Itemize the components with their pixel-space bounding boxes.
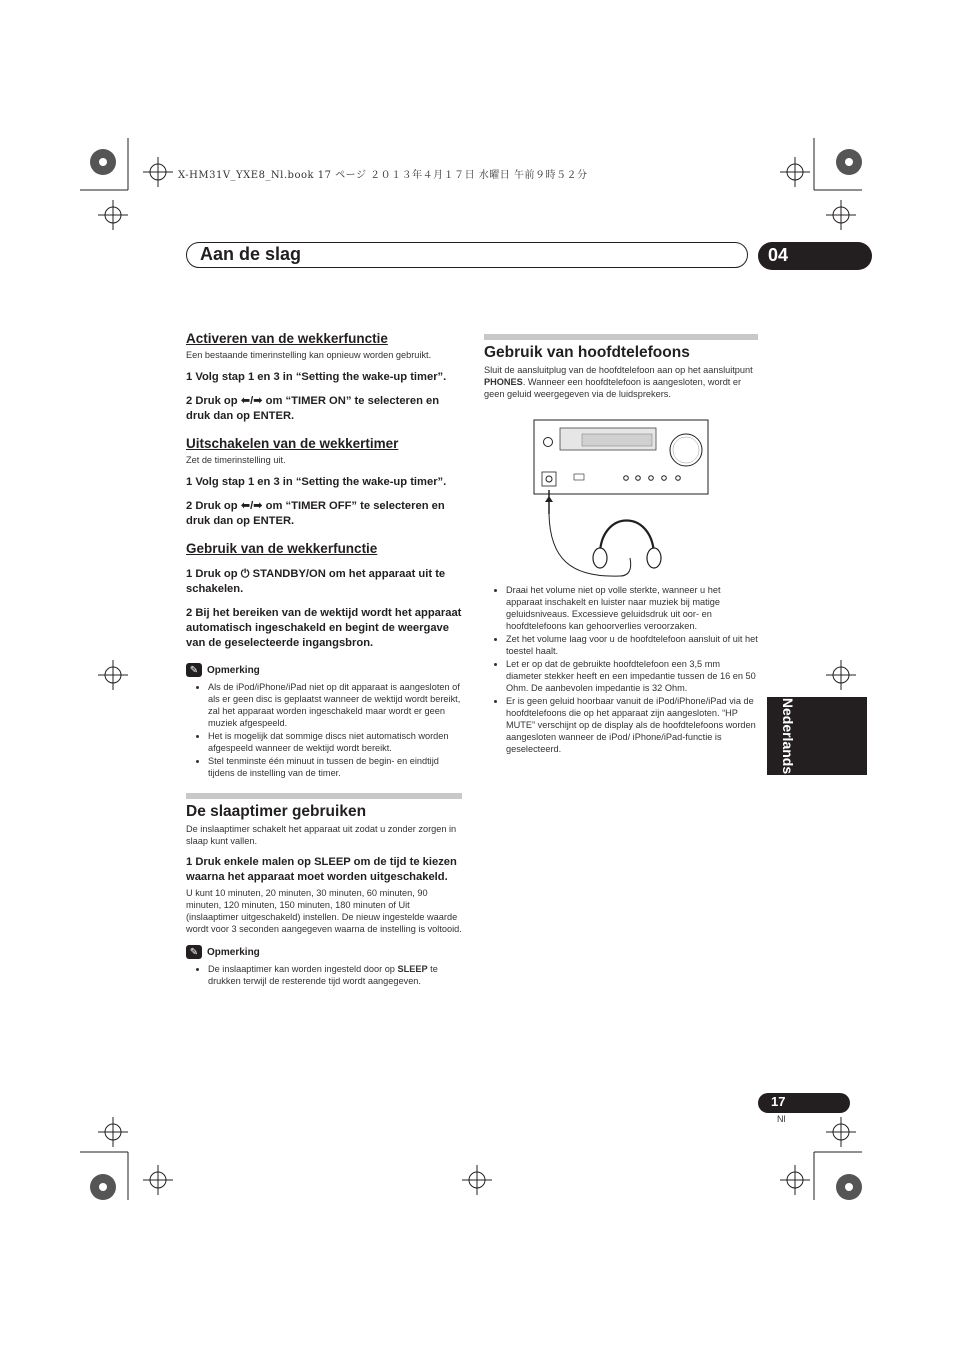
body-text: U kunt 10 minuten, 20 minuten, 30 minuten, 60 minuten, 90 minuten, 120 minuten, 150 minuten, 180 minuten of Uit (inslaaptimer uitgeschakeld) instellen. De nieuw ingestelde waarde wordt voor 3 seconden aangegeven waarna de instelling is voltooid. (186, 888, 462, 934)
chapter-number: 04 (768, 245, 789, 265)
note-header (186, 663, 462, 677)
page-number: 17 (771, 1094, 786, 1109)
step: 1 Volg stap 1 en 3 in “Setting the wake-up timer”. (186, 476, 447, 488)
note-list (186, 681, 462, 779)
bullet-list (484, 584, 758, 755)
note-item: • Als de iPod/iPhone/iPad niet op dit apparaat is aangesloten of als er geen disc is geplaatst wanneer de wektijd wordt bereikt, zal het apparaat worden ingeschakeld maar wordt er geen muziek afgespeeld. (208, 681, 462, 729)
step: 1 Volg stap 1 en 3 in “Setting the wake-up timer”. (186, 371, 447, 383)
bullet-item: • Let er op dat de gebruikte hoofdtelefoon een 3,5 mm diameter stekker heeft en een impedantie tussen de 16 en 50 Ohm. De aanbevolen impedantie is 32 Ohm. (506, 658, 758, 694)
bullet-item: • Draai het volume niet op volle sterkte, wanneer u het apparaat inschakelt en luister naar muziek bij matige geluidsniveaus. Excessieve geluidsdruk uit oor- en hoofdtelefoons kan gehoorverlies veroorzaken. (506, 584, 758, 632)
section-divider (186, 793, 462, 799)
step: 2 Druk op ⬅/➡ om “TIMER ON” te selecteren en druk dan op ENTER. (186, 395, 440, 422)
note-list (186, 963, 462, 987)
bullet-item: • Er is geen geluid hoorbaar vanuit de iPod/iPhone/iPad via de hoofdtelefoons die op het apparaat zijn aangesloten. “HP MUTE” verschijnt op de display als de hoofdtelefoons worden aangesloten wanneer de iPod/ iPhone/iPad-functie is geselecteerd. (506, 695, 758, 755)
note-header (186, 945, 462, 959)
note-label: Opmerking (207, 664, 260, 676)
right-bullets (484, 584, 758, 756)
section-heading: De slaaptimer gebruiken (186, 803, 367, 820)
section-heading: Activeren van de wekkerfunctie (186, 331, 388, 346)
page-language: Nl (777, 1114, 786, 1124)
note-item: • De inslaaptimer kan worden ingesteld door op SLEEP te drukken terwijl de resterende tijd wordt aangegeven. (208, 963, 462, 987)
section-heading: Uitschakelen van de wekkertimer (186, 436, 399, 451)
left-column (186, 331, 462, 988)
pencil-icon: ✎ (186, 945, 202, 959)
section-intro: Zet de timerinstelling uit. (186, 455, 286, 465)
section-intro: Een bestaande timerinstelling kan opnieuw worden gebruikt. (186, 350, 432, 360)
right-column (484, 334, 758, 400)
section-heading: Gebruik van hoofdtelefoons (484, 344, 690, 361)
bullet-item: • Zet het volume laag voor u de hoofdtelefoon aansluit of uit het toestel haalt. (506, 633, 758, 657)
step: 2 Druk op ⬅/➡ om “TIMER OFF” te selecteren en druk dan op ENTER. (186, 500, 445, 527)
note-label: Opmerking (207, 946, 260, 958)
headphones-illustration (530, 418, 712, 583)
step: 1 Druk enkele malen op SLEEP om de tijd te kiezen waarna het apparaat moet worden uitgeschakeld. (186, 856, 457, 883)
section-intro: De inslaaptimer schakelt het apparaat uit zodat u zonder zorgen in slaap kunt vallen. (186, 824, 457, 846)
step: 1 Druk op ⏻ STANDBY/ON om het apparaat uit te schakelen. (186, 568, 446, 595)
page-title: Aan de slag (200, 244, 302, 264)
section-heading: Gebruik van de wekkerfunctie (186, 541, 378, 556)
note-item: • Stel tenminste één minuut in tussen de begin- en eindtijd tijdens de instelling van de timer. (208, 755, 462, 779)
note-item: • Het is mogelijk dat sommige discs niet automatisch worden afgespeeld wanneer de wektijd wordt bereikt. (208, 730, 462, 754)
section-divider (484, 334, 758, 340)
section-intro: Sluit de aansluitplug van de hoofdtelefoon aan op het aansluitpunt PHONES. Wanneer een hoofdtelefoon is aangesloten, wordt er geen geluid weergegeven via de luidsprekers. (484, 365, 753, 399)
step: 2 Bij het bereiken van de wektijd wordt het apparaat automatisch ingeschakeld en begint de weergave van de geselecteerde ingangsbron. (186, 607, 462, 649)
pencil-icon: ✎ (186, 663, 202, 677)
file-info: X-HM31V_YXE8_Nl.book 17 ページ ２０１３年４月１７日 水曜日 午前９時５２分 (178, 170, 588, 181)
language-label: Nederlands (780, 697, 796, 775)
